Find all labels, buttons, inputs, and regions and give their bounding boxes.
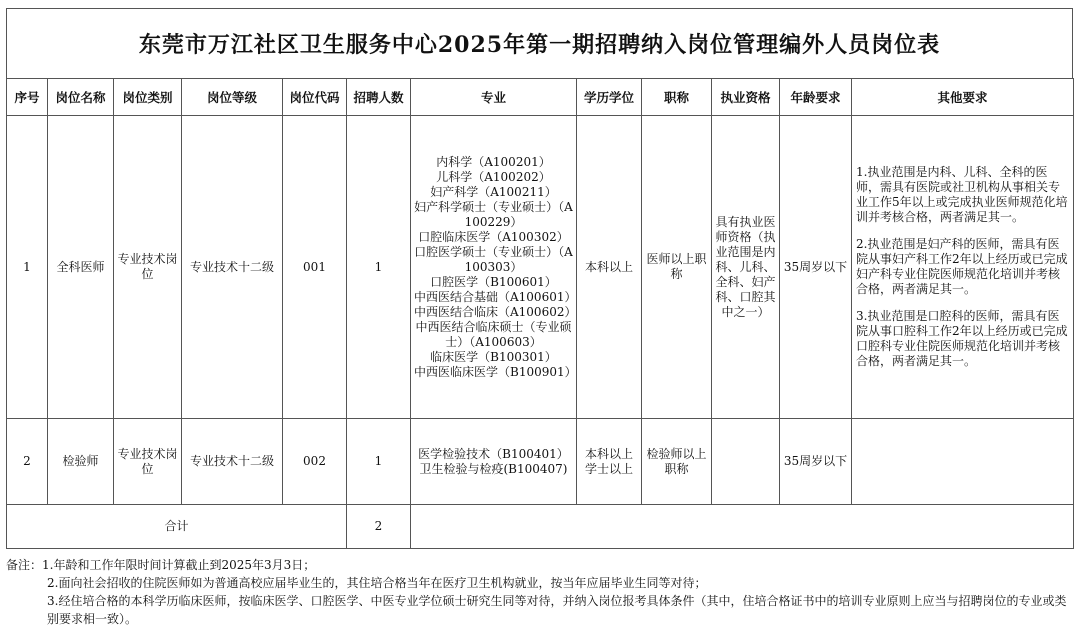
cell-other-requirements — [852, 116, 1074, 419]
header-code: 岗位代码 — [283, 79, 347, 116]
requirement-item: 3.执业范围是口腔科的医师，需具有医院从事口腔科工作2年以上经历或已完成口腔科专业住院医师规范化培训并考核合格，两者满足其一。 — [856, 309, 1068, 368]
cell-majors — [411, 419, 577, 505]
major-item: 口腔临床医学（A100302） — [418, 229, 569, 244]
total-label: 合计 — [7, 505, 347, 549]
note-item: 3.经住培合格的本科学历临床医师，按临床医学、口腔医学、中医专业学位硕士研究生同等对待，并纳入岗位报考具体条件（其中，住培合格证书中的培训专业原则上应当与招聘岗位的专业或类别要求相一致）。 — [47, 594, 1067, 626]
requirement-item: 2.执业范围是妇产科的医师，需具有医院从事妇产科工作2年以上经历或已完成妇产科专业住院医师规范化培训并考核合格，两者满足其一。 — [856, 237, 1068, 296]
header-count: 招聘人数 — [347, 79, 411, 116]
cell-title: 检验师以上职称 — [642, 419, 712, 505]
header-title: 职称 — [642, 79, 712, 116]
total-row — [7, 505, 1074, 549]
cell-education: 本科以上 — [577, 116, 642, 419]
major-item: 中西医临床医学（B100901） — [414, 364, 577, 379]
position-table — [6, 78, 1074, 549]
table-row — [7, 419, 1074, 505]
major-item: 医学检验技术（B100401） — [418, 446, 569, 461]
cell-other-requirements — [852, 419, 1074, 505]
cell-category: 专业技术岗位 — [114, 116, 182, 419]
cell-count: 1 — [347, 419, 411, 505]
header-education: 学历学位 — [577, 79, 642, 116]
major-item: 卫生检验与检疫(B100407) — [419, 461, 568, 476]
header-index: 序号 — [7, 79, 48, 116]
cell-level: 专业技术十二级 — [182, 419, 283, 505]
cell-level: 专业技术十二级 — [182, 116, 283, 419]
cell-education: 本科以上学士以上 — [577, 419, 642, 505]
major-item: 口腔医学硕士（专业硕士）（A100303） — [414, 244, 573, 274]
notes-prefix: 备注： — [6, 558, 43, 572]
major-item: 妇产科学硕士（专业硕士）（A100229） — [414, 199, 573, 229]
total-empty — [411, 505, 1074, 549]
table-row — [7, 116, 1074, 419]
header-age: 年龄要求 — [780, 79, 852, 116]
cell-code: 002 — [283, 419, 347, 505]
job-table-sheet — [6, 8, 1073, 628]
major-item: 中西医结合基础（A100601） — [414, 289, 577, 304]
cell-title: 医师以上职称 — [642, 116, 712, 419]
cell-name: 全科医师 — [48, 116, 114, 419]
major-item: 口腔医学（B100601） — [430, 274, 557, 289]
major-item: 中西医结合临床（A100602） — [414, 304, 577, 319]
cell-qualification: 具有执业医师资格（执业范围是内科、儿科、全科、妇产科、口腔其中之一） — [712, 116, 780, 419]
requirement-item: 1.执业范围是内科、儿科、全科的医师，需具有医院或社卫机构从事相关专业工作5年以上或完成执业医师规范化培训并考核合格，两者满足其一。 — [856, 165, 1068, 224]
header-major: 专业 — [411, 79, 577, 116]
major-item: 妇产科学（A100211） — [430, 184, 557, 199]
header-other: 其他要求 — [852, 79, 1074, 116]
header-level: 岗位等级 — [182, 79, 283, 116]
note-item: 2.面向社会招收的住院医师如为普通高校应届毕业生的，其住培合格当年在医疗卫生机构就业，按当年应届毕业生同等对待； — [47, 576, 707, 590]
major-item: 临床医学（B100301） — [430, 349, 557, 364]
cell-age: 35周岁以下 — [780, 116, 852, 419]
cell-index: 2 — [7, 419, 48, 505]
note-item: 1.年龄和工作年限时间计算截止到2025年3月3日； — [42, 558, 316, 572]
major-item: 中西医结合临床硕士（专业硕士）（A100603） — [415, 319, 572, 349]
cell-qualification — [712, 419, 780, 505]
cell-age: 35周岁以下 — [780, 419, 852, 505]
notes — [6, 556, 1073, 628]
header-qualification: 执业资格 — [712, 79, 780, 116]
major-item: 儿科学（A100202） — [436, 169, 551, 184]
page-title: 东莞市万江社区卫生服务中心2025年第一期招聘纳入岗位管理编外人员岗位表 — [6, 8, 1073, 78]
cell-index: 1 — [7, 116, 48, 419]
cell-majors — [411, 116, 577, 419]
cell-code: 001 — [283, 116, 347, 419]
cell-category: 专业技术岗位 — [114, 419, 182, 505]
header-name: 岗位名称 — [48, 79, 114, 116]
major-item: 内科学（A100201） — [436, 154, 551, 169]
cell-name: 检验师 — [48, 419, 114, 505]
header-category: 岗位类别 — [114, 79, 182, 116]
table-header-row — [7, 79, 1074, 116]
total-count: 2 — [347, 505, 411, 549]
cell-count: 1 — [347, 116, 411, 419]
